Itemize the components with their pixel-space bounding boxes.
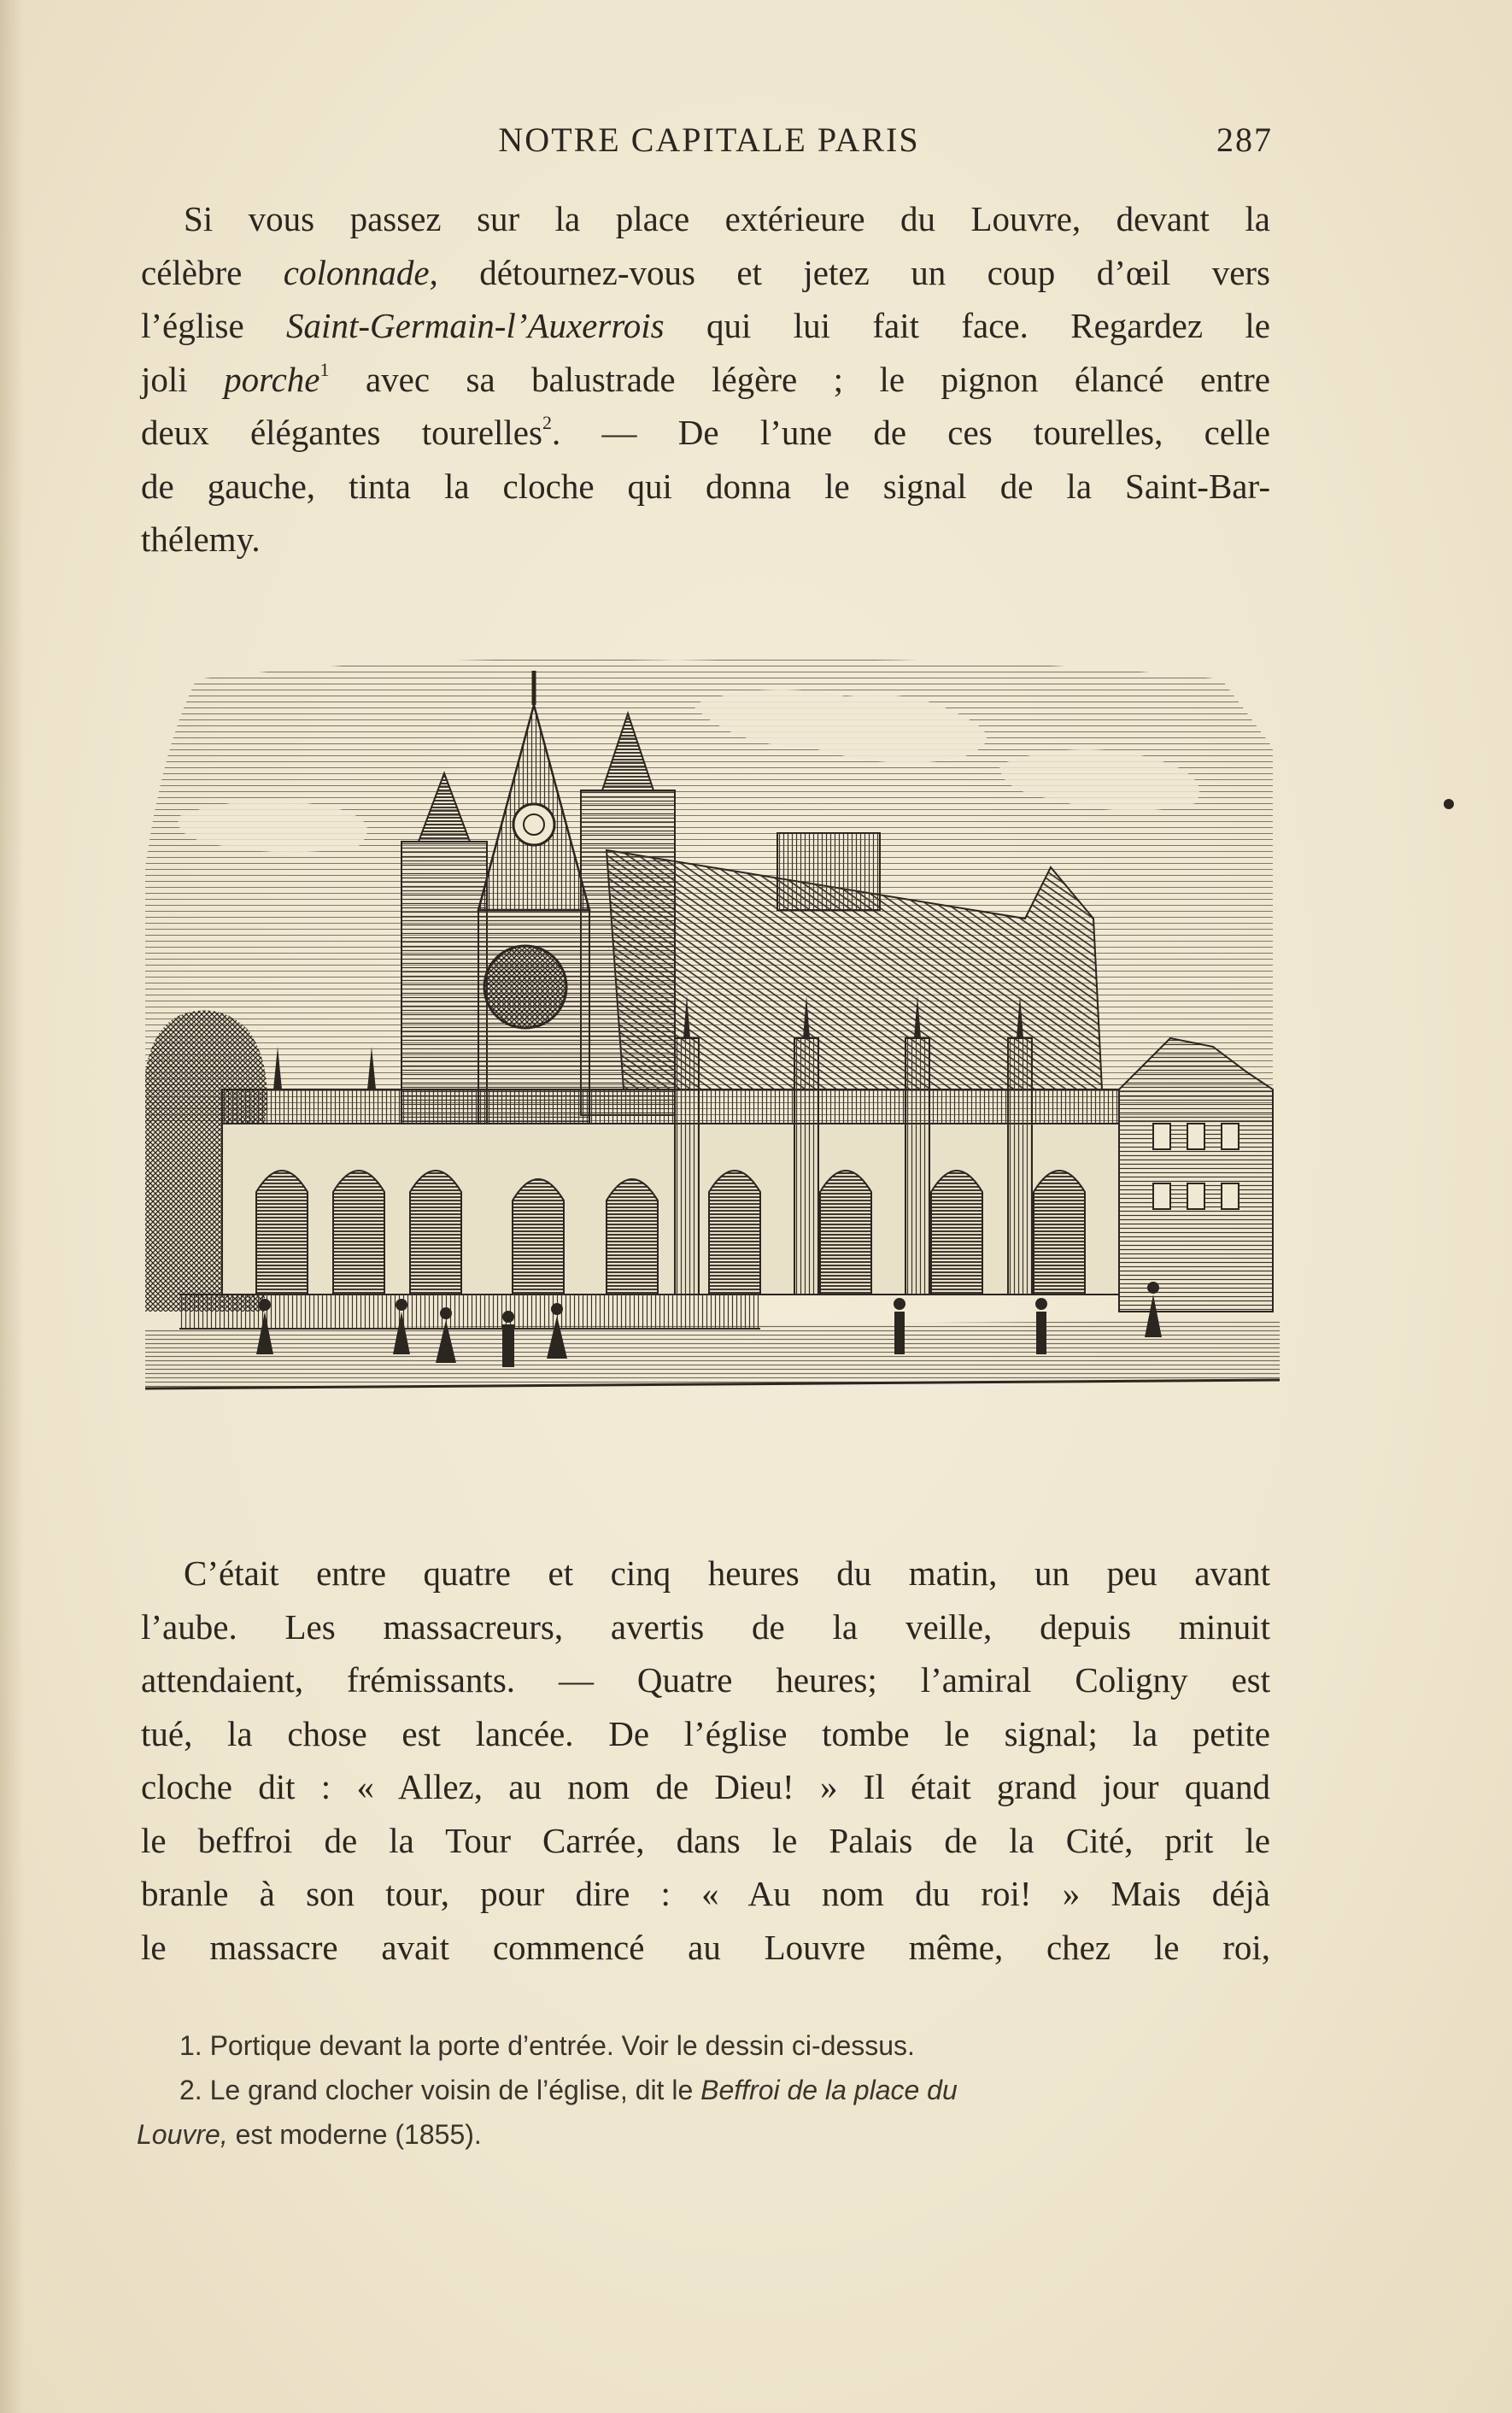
- engraving-illustration: [145, 645, 1280, 1448]
- text-line: de gauche, tinta la cloche qui donna le signal de la Saint-Bar-: [141, 466, 1270, 506]
- rose-window: [484, 946, 566, 1028]
- text-line: deux élégantes tourelles$^2$. — De l’une de ces tourelles, celle: [141, 412, 1270, 452]
- ground: [145, 1320, 1280, 1389]
- italic-term: porche: [224, 359, 320, 399]
- footnotes: [137, 2023, 1277, 2157]
- italic-term: colonnade,: [283, 252, 438, 292]
- paragraph-massacre: [141, 1547, 1270, 1974]
- text-line: le massacre avait commencé au Louvre même, chez le roi,: [141, 1927, 1270, 1967]
- right-turret: [581, 790, 675, 1115]
- paragraph-intro: [141, 192, 1270, 567]
- italic-term: Saint-Germain-l’Auxerrois: [286, 306, 665, 345]
- church-engraving: [145, 645, 1280, 1448]
- left-turret: [401, 842, 487, 1124]
- text-line: cloche dit : « Allez, au nom de Dieu! » Il était grand jour quand: [141, 1767, 1270, 1806]
- footnote-1: 1. Portique devant la porte d’entrée. Voir le dessin ci-dessus.: [179, 2030, 915, 2061]
- text-line: l’aube. Les massacreurs, avertis de la veille, depuis minuit: [141, 1606, 1270, 1647]
- footnote-2: 2. Le grand clocher voisin de l’église, dit le Beffroi de la place du: [179, 2075, 958, 2105]
- running-head: [145, 120, 1273, 171]
- text-line: attendaient, frémissants. — Quatre heures; l’amiral Coligny est: [141, 1660, 1270, 1700]
- page-gutter-shadow: [0, 0, 24, 2413]
- footnote-ref: 2: [542, 412, 552, 433]
- text-line: Si vous passez sur la place extérieure du Louvre, devant la: [184, 199, 1270, 238]
- text-line: le beffroi de la Tour Carrée, dans le Palais de la Cité, prit le: [141, 1820, 1270, 1860]
- text-line: C’était entre quatre et cinq heures du matin, un peu avant: [184, 1553, 1270, 1593]
- house: [1119, 1038, 1273, 1312]
- central-tower: [777, 833, 880, 910]
- footnote-2-continued: Louvre, est moderne (1855).: [137, 2119, 482, 2150]
- text-line: célèbre colonnade, détournez-vous et jetez un coup d’œil vers: [141, 252, 1270, 292]
- italic-term: Louvre,: [137, 2119, 228, 2150]
- porch-balustrade: [222, 1089, 1119, 1124]
- running-title: NOTRE CAPITALE PARIS: [498, 120, 920, 159]
- text-line: tué, la chose est lancée. De l’église tombe le signal; la petite: [141, 1713, 1270, 1753]
- footnote-ref: 1: [319, 358, 330, 380]
- italic-term: Beffroi de la place du: [700, 2075, 958, 2105]
- text-line: branle à son tour, pour dire : « Au nom du roi! » Mais déjà: [141, 1874, 1270, 1913]
- text-line: thélemy.: [141, 520, 261, 559]
- print-speck: [1444, 799, 1454, 809]
- text-line: joli porche$^1$ avec sa balustrade légère ; le pignon élancé entre: [141, 358, 1270, 399]
- gable-rose: [513, 804, 554, 845]
- page-number: 287: [1216, 120, 1273, 159]
- text-line: l’église Saint-Germain-l’Auxerrois qui lui fait face. Regardez le: [141, 306, 1270, 345]
